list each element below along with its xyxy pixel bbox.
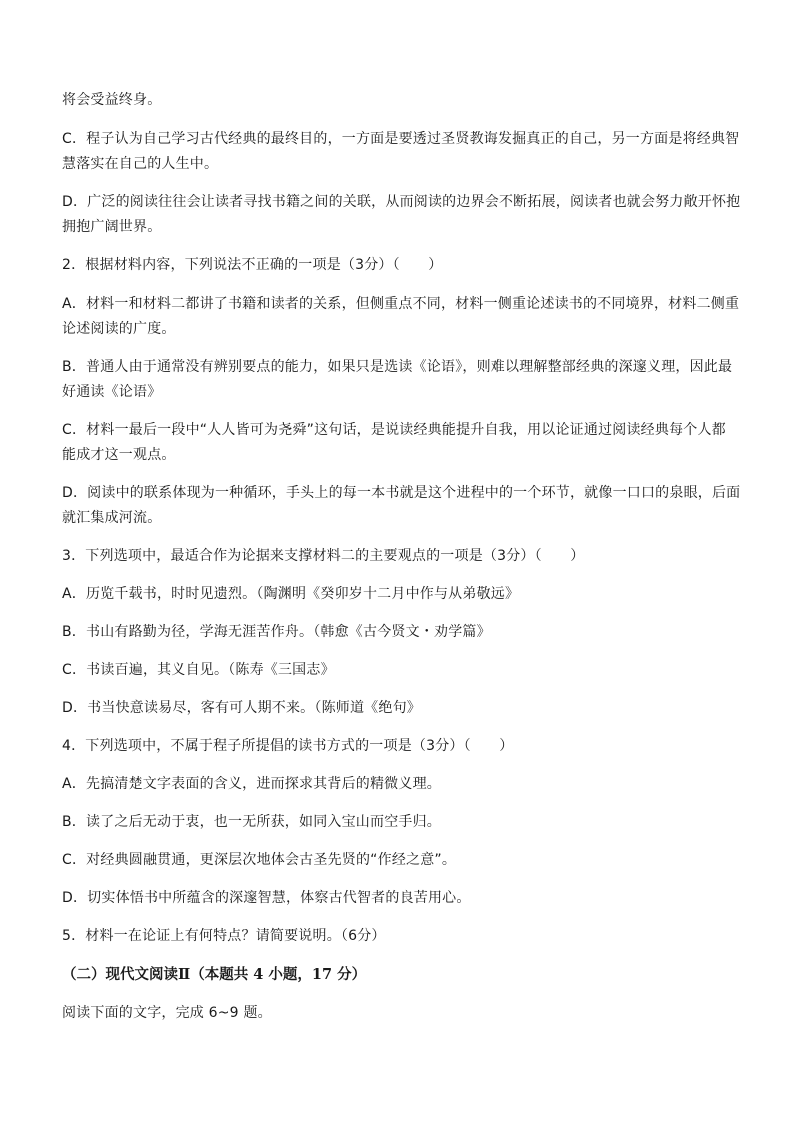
q2-option-b-line-1: B．普通人由于通常没有辨别要点的能力，如果只是选读《论语》，则难以理解整部经典的深邃义理，因此最: [62, 359, 733, 375]
option-c-line-1: C．程子认为自己学习古代经典的最终目的，一方面是要透过圣贤教诲发掘真正的自己，另一方面是将经典智: [62, 131, 740, 147]
q3-option-b: B．书山有路勤为径，学海无涯苦作舟。（韩愈《古今贤文・劝学篇》: [62, 624, 491, 640]
option-d-line-1: D．广泛的阅读往往会让读者寻找书籍之间的关联，从而阅读的边界会不断拓展，阅读者也就会努力敞开怀抱: [62, 194, 741, 210]
question-3: 3．下列选项中，最适合作为论据来支撑材料二的主要观点的一项是（3分）（ ）: [62, 548, 585, 564]
q3-option-a: A．历览千载书，时时见遗烈。（陶渊明《癸卯岁十二月中作与从弟敬远》: [62, 586, 520, 602]
q2-option-a-line-1: A．材料一和材料二都讲了书籍和读者的关系，但侧重点不同，材料一侧重论述读书的不同境界，材料二侧重: [62, 296, 740, 312]
option-c-line-2: 慧落实在自己的人生中。: [62, 156, 219, 172]
section-intro: 阅读下面的文字，完成 6~9 题。: [62, 1005, 272, 1021]
q2-option-d-line-2: 就汇集成河流。: [62, 510, 162, 526]
q2-option-d-line-1: D．阅读中的联系体现为一种循环，手头上的每一本书就是这个进程中的一个环节，就像一口口的泉眼，后面: [62, 485, 741, 501]
q3-option-c: C．书读百遍，其义自见。（陈寿《三国志》: [62, 662, 335, 678]
q4-option-a: A．先搞清楚文字表面的含义，进而探求其背后的精微义理。: [62, 776, 441, 792]
option-d-line-2: 拥抱广阔世界。: [62, 219, 162, 235]
text-line: 将会受益终身。: [62, 92, 162, 108]
q4-option-c: C．对经典圆融贯通，更深层次地体会古圣先贤的“作经之意”。: [62, 852, 457, 868]
question-5: 5．材料一在论证上有何特点？请简要说明。（6分）: [62, 928, 386, 944]
section-heading: （二）现代文阅读Ⅱ（本题共 4 小题，17 分）: [62, 966, 367, 983]
q2-option-a-line-2: 论述阅读的广度。: [62, 321, 176, 337]
q2-option-c-line-2: 能成才这一观点。: [62, 447, 176, 463]
q4-option-b: B．读了之后无动于衷，也一无所获，如同入宝山而空手归。: [62, 814, 442, 830]
question-2: 2．根据材料内容，下列说法不正确的一项是（3分）（ ）: [62, 257, 443, 273]
question-4: 4．下列选项中，不属于程子所提倡的读书方式的一项是（3分）（ ）: [62, 738, 514, 754]
q4-option-d: D．切实体悟书中所蕴含的深邃智慧，体察古代智者的良苦用心。: [62, 890, 471, 906]
q2-option-b-line-2: 好通读《论语》: [62, 384, 162, 400]
q2-option-c-line-1: C．材料一最后一段中“人人皆可为尧舜”这句话，是说读经典能提升自我，用以论证通过阅读经典每个人都: [62, 422, 726, 438]
q3-option-d: D．书当快意读易尽，客有可人期不来。（陈师道《绝句》: [62, 700, 421, 716]
